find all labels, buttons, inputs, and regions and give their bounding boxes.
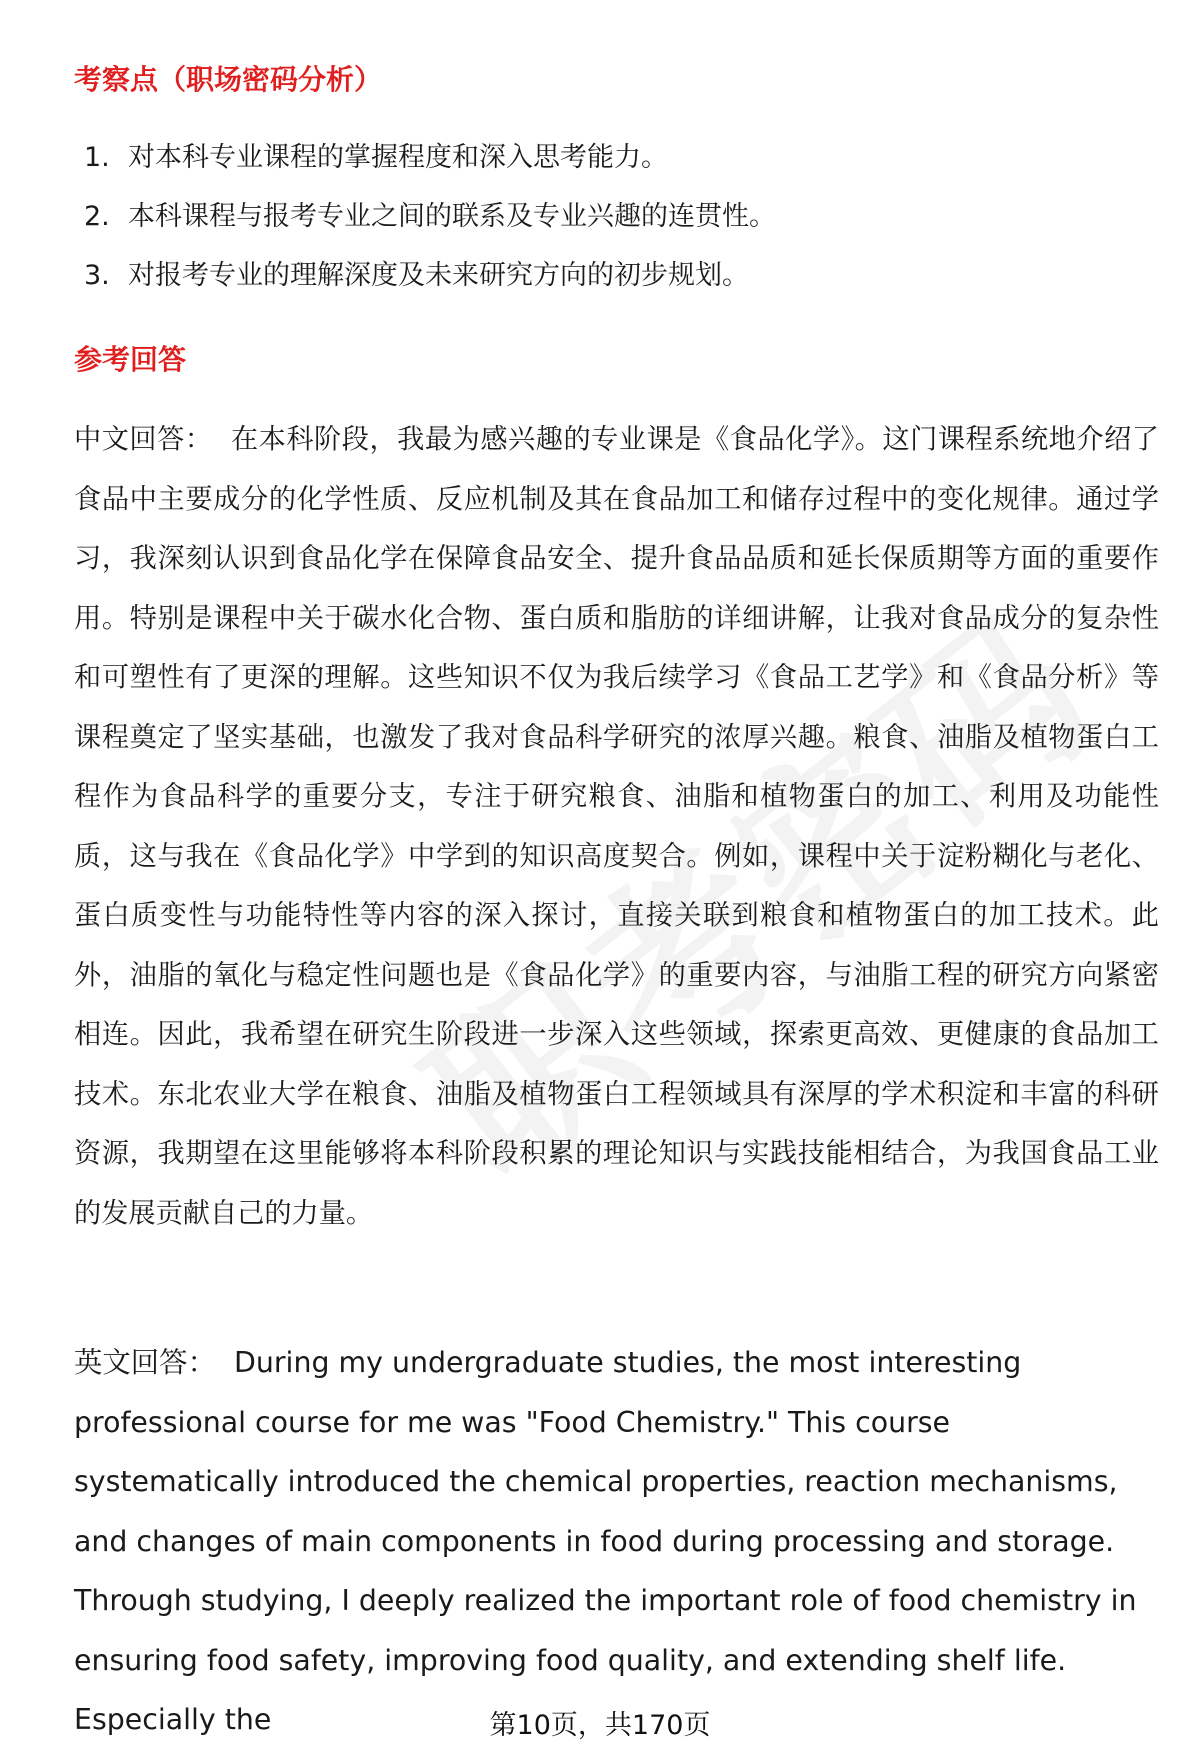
exam-points-list — [84, 144, 776, 321]
chinese-answer-text: 在本科阶段，我最为感兴趣的专业课是《食品化学》。这门课程系统地介绍了食品中主要成分的化学性质、反应机制及其在食品加工和储存过程中的变化规律。通过学习，我深刻认识到食品化学在保障食品安全、提升食品品质和延长保质期等方面的重要作用。特别是课程中关于碳水化合物、蛋白质和脂肪的详细讲解，让我对食品成分的复杂性和可塑性有了更深的理解。这些知识不仅为我后续学习《食品工艺学》和《食品分析》等课程奠定了坚实基础，也激发了我对食品科学研究的浓厚兴趣。粮食、油脂及植物蛋白工程作为食品科学的重要分支，专注于研究粮食、油脂和植物蛋白的加工、利用及功能性质，这与我在《食品化学》中学到的知识高度契合。例如，课程中关于淀粉糊化与老化、蛋白质变性与功能特性等内容的深入探讨，直接关联到粮食和植物蛋白的加工技术。此外，油脂的氧化与稳定性问题也是《食品化学》的重要内容，与油脂工程的研究方向紧密相连。因此，我希望在研究生阶段进一步深入这些领域，探索更高效、更健康的食品加工技术。东北农业大学在粮食、油脂及植物蛋白工程领域具有深厚的学术积淀和丰富的科研资源，我期望在这里能够将本科阶段积累的理论知识与实践技能相结合，为我国食品工业的发展贡献自己的力量。 — [74, 424, 1159, 1229]
list-item — [84, 144, 776, 203]
list-item-number: 3. — [84, 260, 110, 291]
english-answer-text: During my undergraduate studies, the most interesting professional course for me was "Food Chemistry." This course systematically introduced the chemical properties, reaction mechanisms, and changes of main components in food during processing and storage. Through studying, I deeply realized the important role of food chemistry in ensuring food safety, improving food quality, and extending shelf life. Especially the — [74, 1346, 1137, 1736]
list-item-text: 本科课程与报考专业之间的联系及专业兴趣的连贯性。 — [128, 201, 776, 232]
exam-points-heading: 考察点（职场密码分析） — [74, 63, 383, 96]
chinese-answer-paragraph — [74, 410, 1159, 1302]
list-item — [84, 203, 776, 262]
list-item-number: 1. — [84, 142, 110, 173]
reference-answer-heading: 参考回答 — [74, 343, 187, 376]
list-item-number: 2. — [84, 201, 110, 232]
english-answer-label: 英文回答： — [74, 1346, 216, 1379]
list-item-text: 对报考专业的理解深度及未来研究方向的初步规划。 — [128, 260, 749, 291]
page-indicator: 第10页，共170页 — [489, 1710, 711, 1741]
chinese-answer-label: 中文回答： — [74, 424, 213, 455]
list-item — [84, 262, 776, 321]
list-item-text: 对本科专业课程的掌握程度和深入思考能力。 — [128, 142, 668, 173]
